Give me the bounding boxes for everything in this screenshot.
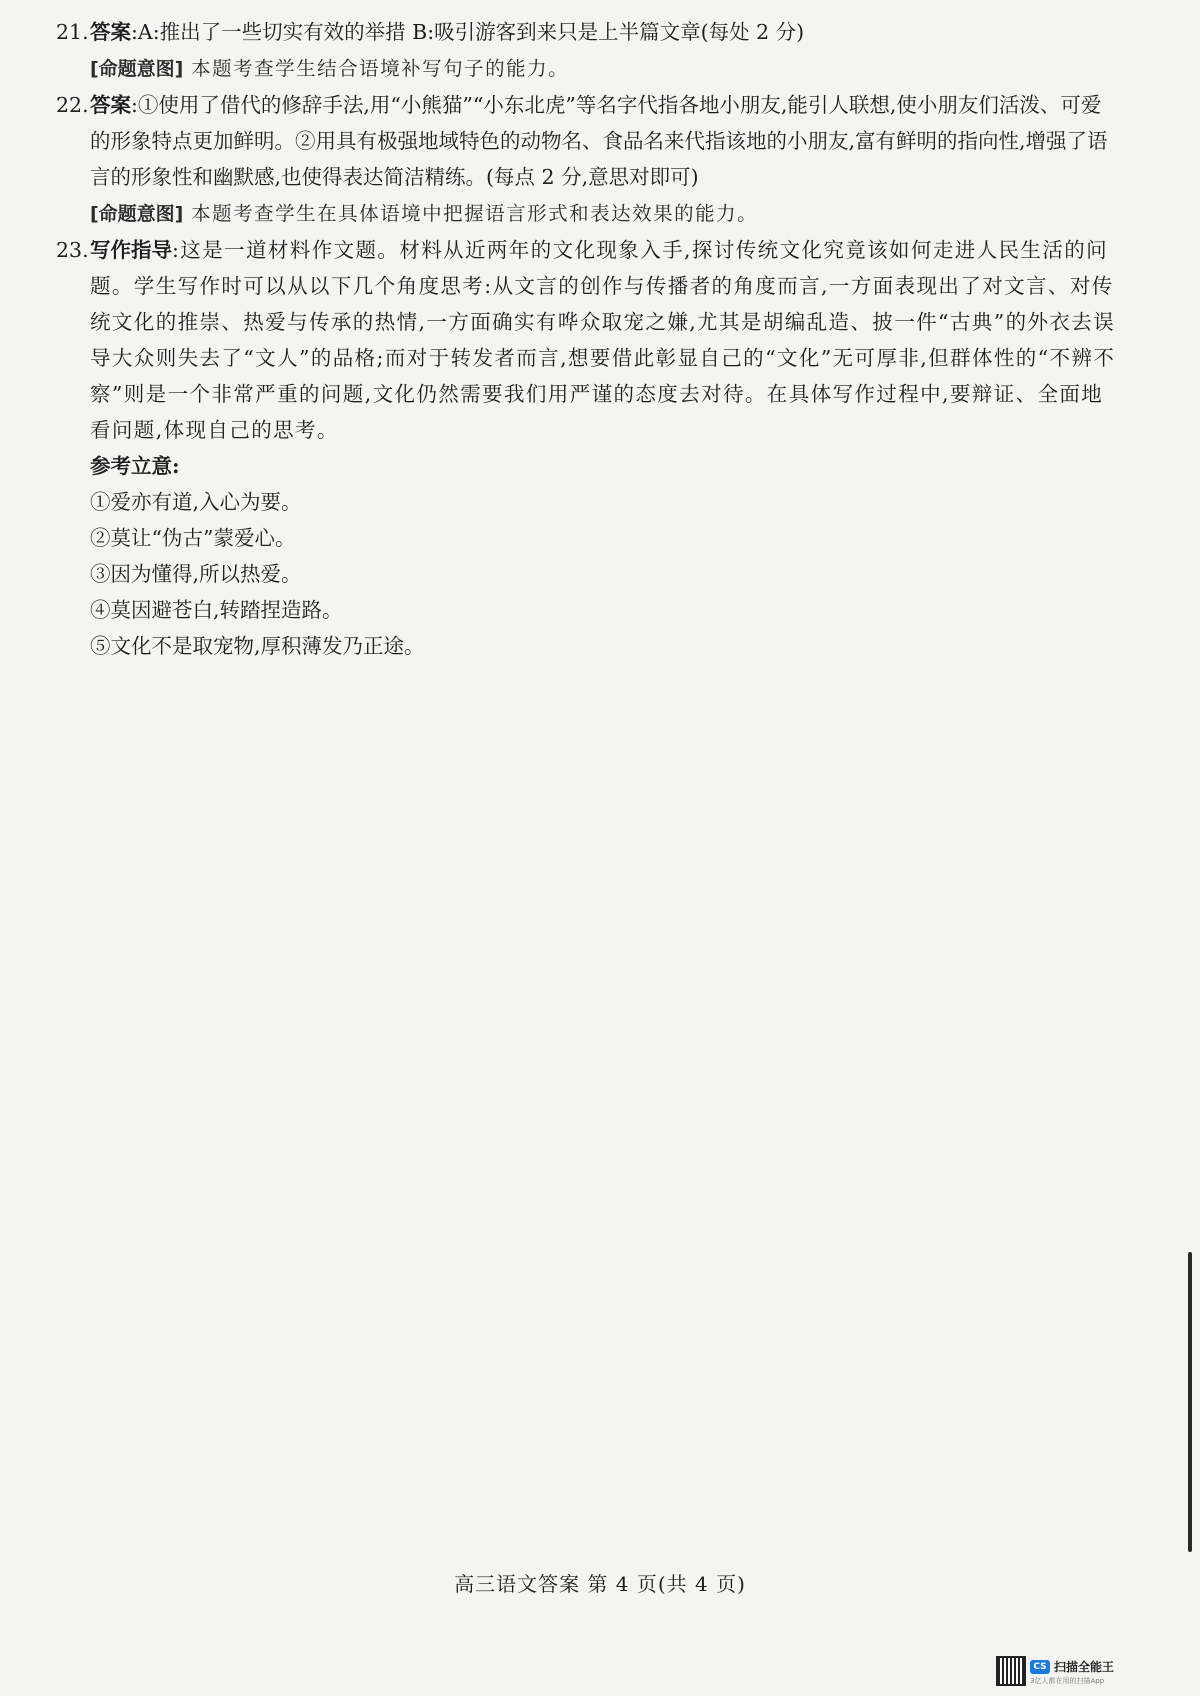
scanner-watermark (996, 1656, 1196, 1690)
intent-text: 本题考查学生在具体语境中把握语言形式和表达效果的能力。 (183, 202, 759, 225)
answer-label: 答案 (90, 93, 131, 117)
reference-ideas-list (56, 484, 1116, 664)
answer-label: 答案 (90, 20, 131, 44)
qr-code-icon (996, 1656, 1026, 1686)
list-item: ①爱亦有道,入心为要。 (90, 490, 302, 514)
intent-text: 本题考查学生结合语境补写句子的能力。 (183, 57, 570, 80)
intent-label: [命题意图] (90, 203, 184, 225)
camscanner-logo: CS (1030, 1660, 1050, 1674)
question-23 (56, 232, 1116, 448)
page-footer: 高三语文答案 第 4 页(共 4 页) (454, 1572, 746, 1596)
question-number: 21. (56, 20, 89, 44)
question-intent-21 (56, 50, 1116, 87)
intent-label: [命题意图] (90, 58, 184, 80)
answer-text: :①使用了借代的修辞手法,用“小熊猫”“小东北虎”等名字代指各地小朋友,能引人联想,使小朋友们活泼、可爱的形象特点更加鲜明。②用具有极强地域特色的动物名、食品名来代指该地的小朋友,富有鲜明的指向性,增强了语言的形象性和幽默感,也使得表达简洁精练。(每点 2 分,意思对即可) (90, 93, 1108, 189)
watermark-app-name: 扫描全能王 (1054, 1660, 1115, 1674)
list-item: ②莫让“伪古”蒙爱心。 (90, 526, 296, 550)
guide-text: :这是一道材料作文题。材料从近两年的文化现象入手,探讨传统文化究竟该如何走进人民生活的问题。学生写作时可以从以下几个角度思考:从文言的创作与传播者的角度而言,一方面表现出了对文言、对传统文化的推崇、热爱与传承的热情,一方面确实有哗众取宠之嫌,尤其是胡编乱造、披一件“古典”的外衣去误导大众则失去了“文人”的品格;而对于转发者而言,想要借此彰显自己的“文化”无可厚非,但群体性的“不辨不察”则是一个非常严重的问题,文化仍然需要我们用严谨的态度去对待。在具体写作过程中,要辩证、全面地看问题,体现自己的思考。 (90, 238, 1116, 442)
list-item: ⑤文化不是取宠物,厚积薄发乃正途。 (90, 634, 425, 658)
question-number: 22. (56, 93, 89, 117)
list-item: ③因为懂得,所以热爱。 (90, 562, 302, 586)
answer-content (56, 14, 1116, 664)
guide-label: 写作指导 (90, 238, 172, 262)
reference-ideas-label: 参考立意: (90, 454, 180, 478)
question-21 (56, 14, 1116, 50)
list-item: ④莫因避苍白,转踏捏造路。 (90, 598, 343, 622)
question-intent-22 (56, 195, 1116, 232)
watermark-tagline: 3亿人都在用的扫描App (1030, 1677, 1105, 1685)
scrollbar[interactable] (1188, 1252, 1192, 1552)
question-number: 23. (56, 238, 89, 262)
answer-text: :A:推出了一些切实有效的举措 B:吸引游客到来只是上半篇文章(每处 2 分) (131, 20, 805, 44)
question-22 (56, 87, 1116, 195)
